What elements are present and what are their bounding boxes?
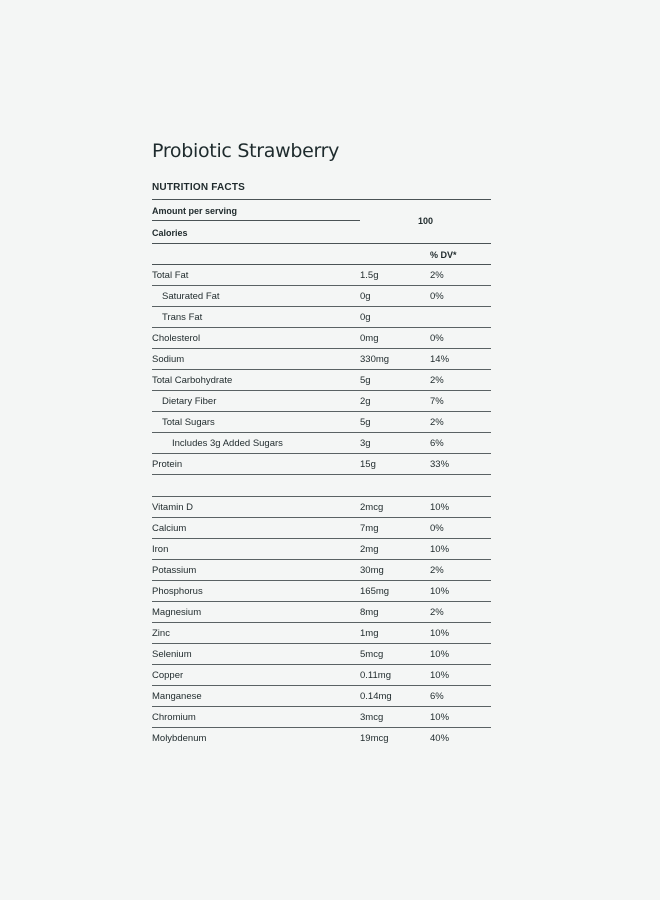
nutrient-name: Dietary Fiber [162,396,217,407]
table-row [152,349,491,370]
nutrient-dv: 6% [430,438,444,449]
dv-header: % DV* [430,250,457,260]
table-row [152,560,491,581]
nutrient-amount: 1.5g [360,270,379,281]
table-row [152,686,491,707]
nutrient-dv: 0% [430,333,444,344]
table-row [152,307,491,328]
divider [152,220,360,221]
nutrient-name: Magnesium [152,607,202,618]
nutrient-amount: 0mg [360,333,379,344]
nutrient-name: Cholesterol [152,333,201,344]
nutrient-dv: 2% [430,417,444,428]
table-row [152,728,491,748]
nutrient-dv: 2% [430,607,444,618]
nutrient-name: Trans Fat [162,312,203,323]
nutrient-name: Iron [152,544,169,555]
table-row [152,707,491,728]
nutrient-amount: 0g [360,291,371,302]
nutrient-amount: 5mcg [360,649,384,660]
nutrient-dv: 10% [430,502,450,513]
nutrient-name: Includes 3g Added Sugars [172,438,283,449]
calories-label: Calories [152,228,188,238]
divider [152,199,491,200]
nutrient-amount: 0.11mg [360,670,391,681]
nutrient-amount: 5g [360,375,371,386]
nutrient-amount: 330mg [360,354,390,365]
table-row [152,665,491,686]
nutrient-dv: 2% [430,375,444,386]
table-row [152,286,491,307]
nutrient-amount: 2g [360,396,371,407]
nutrient-name: Total Fat [152,270,189,281]
table-row [152,412,491,433]
nutrient-name: Phosphorus [152,586,203,597]
nutrient-dv: 10% [430,712,450,723]
nutrient-name: Potassium [152,565,197,576]
nutrient-name: Sodium [152,354,185,365]
nutrient-dv: 10% [430,628,450,639]
nutrient-name: Calcium [152,523,187,534]
nutrient-name: Molybdenum [152,733,207,744]
nutrient-dv: 10% [430,586,450,597]
table-row [152,644,491,665]
section-spacer [152,475,491,497]
nutrient-name: Total Sugars [162,417,215,428]
nutrient-name: Chromium [152,712,196,723]
nutrient-name: Protein [152,459,183,470]
nutrient-name: Zinc [152,628,170,639]
nutrient-table [152,265,491,748]
nutrient-dv: 0% [430,523,444,534]
nutrient-name: Vitamin D [152,502,194,513]
table-row [152,370,491,391]
nutrient-amount: 15g [360,459,376,470]
nutrient-dv: 14% [430,354,450,365]
table-row [152,454,491,475]
nutrition-facts-heading: NUTRITION FACTS [152,182,245,193]
nutrient-amount: 3g [360,438,371,449]
nutrient-name: Selenium [152,649,192,660]
nutrient-dv: 40% [430,733,450,744]
divider [152,243,491,244]
nutrient-dv: 33% [430,459,450,470]
nutrient-name: Saturated Fat [162,291,220,302]
nutrient-amount: 0.14mg [360,691,392,702]
table-row [152,497,491,518]
nutrient-amount: 8mg [360,607,379,618]
nutrient-name: Manganese [152,691,202,702]
table-row [152,433,491,454]
nutrient-amount: 0g [360,312,371,323]
nutrient-amount: 3mcg [360,712,384,723]
table-row [152,265,491,286]
nutrient-dv: 10% [430,544,450,555]
nutrient-dv: 10% [430,670,450,681]
amount-per-serving-label: Amount per serving [152,206,238,216]
nutrient-name: Total Carbohydrate [152,375,233,386]
calories-value: 100 [418,216,434,226]
nutrient-amount: 2mcg [360,502,384,513]
table-row [152,602,491,623]
table-row [152,391,491,412]
table-row [152,518,491,539]
nutrient-amount: 7mg [360,523,379,534]
nutrient-dv: 2% [430,270,444,281]
table-row [152,328,491,349]
nutrient-amount: 5g [360,417,371,428]
table-row [152,539,491,560]
nutrient-amount: 2mg [360,544,379,555]
product-title: Probiotic Strawberry [152,140,340,162]
nutrient-amount: 30mg [360,565,384,576]
table-row [152,623,491,644]
nutrient-dv: 7% [430,396,444,407]
nutrient-amount: 1mg [360,628,379,639]
nutrient-dv: 2% [430,565,444,576]
table-row [152,581,491,602]
nutrient-dv: 10% [430,649,450,660]
nutrient-name: Copper [152,670,184,681]
nutrient-dv: 6% [430,691,444,702]
nutrient-dv: 0% [430,291,444,302]
nutrient-amount: 19mcg [360,733,389,744]
nutrient-amount: 165mg [360,586,390,597]
